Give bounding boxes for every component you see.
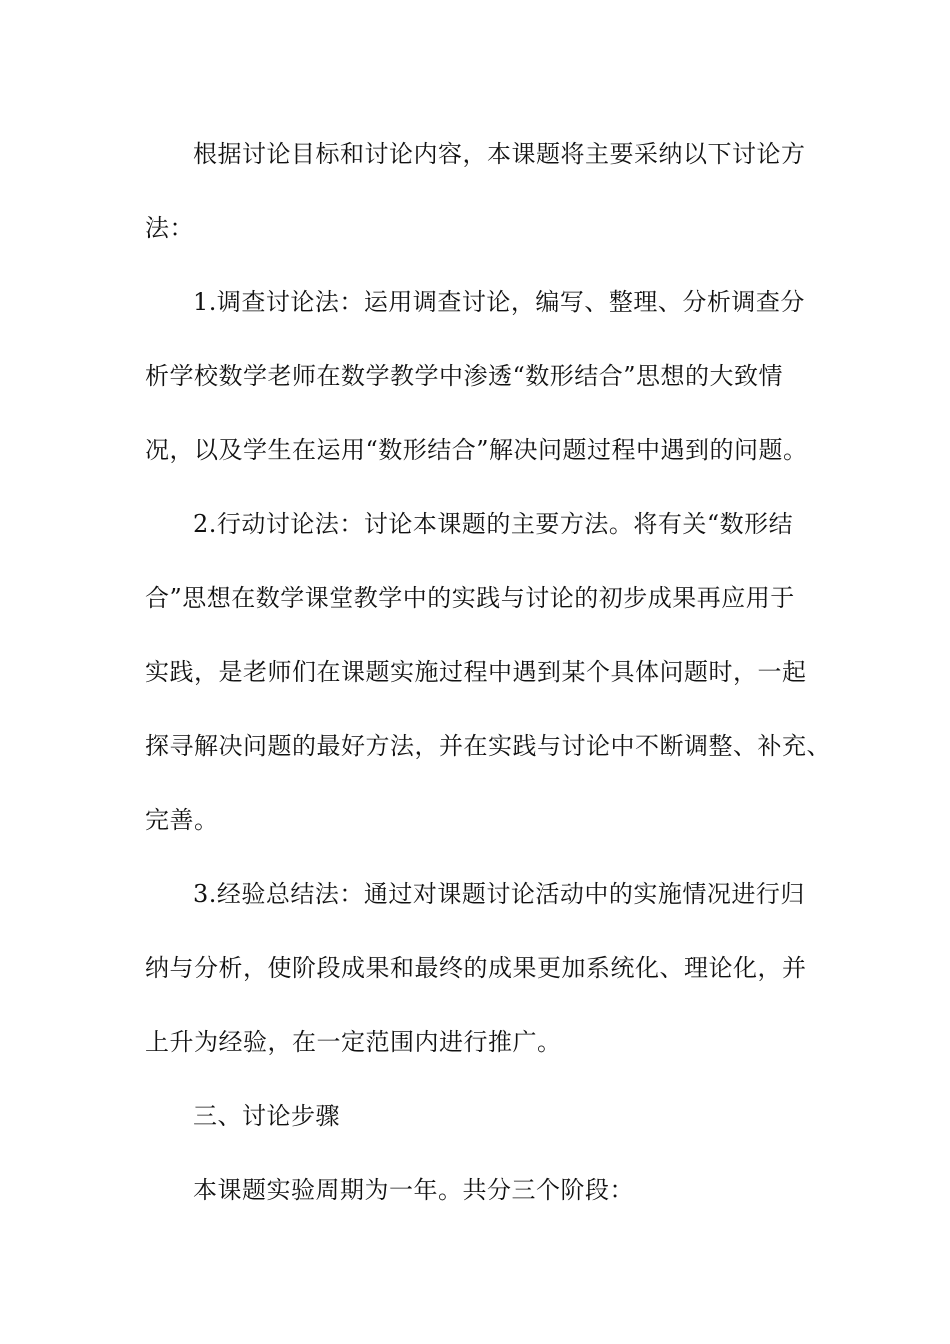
method-1-line-3: 况，以及学生在运用“数形结合”解决问题过程中遇到的问题。 [145, 436, 808, 464]
paragraph-intro-line-2: 法： [145, 214, 194, 242]
method-2-line-5: 完善。 [145, 806, 219, 834]
method-3-line-2: 纳与分析，使阶段成果和最终的成果更加系统化、理论化，并 [145, 954, 807, 982]
method-2-line-1: 2.行动讨论法：讨论本课题的主要方法。将有关“数形结 [193, 510, 794, 538]
method-3-line-3: 上升为经验，在一定范围内进行推广。 [145, 1028, 562, 1056]
method-3-line-1: 3.经验总结法：通过对课题讨论活动中的实施情况进行归 [193, 880, 805, 908]
section-heading: 三、讨论步骤 [193, 1102, 340, 1130]
method-1-line-1: 1.调查讨论法：运用调查讨论，编写、整理、分析调查分 [193, 288, 805, 316]
method-2-line-4: 探寻解决问题的最好方法，并在实践与讨论中不断调整、补充、 [145, 732, 831, 760]
paragraph-intro-line-1: 根据讨论目标和讨论内容，本课题将主要采纳以下讨论方 [193, 140, 806, 168]
method-1-line-2: 析学校数学老师在数学教学中渗透“数形结合”思想的大致情 [145, 362, 784, 390]
method-2-line-3: 实践，是老师们在课题实施过程中遇到某个具体问题时，一起 [145, 658, 807, 686]
section-intro-line: 本课题实验周期为一年。共分三个阶段： [193, 1176, 634, 1204]
method-2-line-2: 合”思想在数学课堂教学中的实践与讨论的初步成果再应用于 [145, 584, 795, 612]
